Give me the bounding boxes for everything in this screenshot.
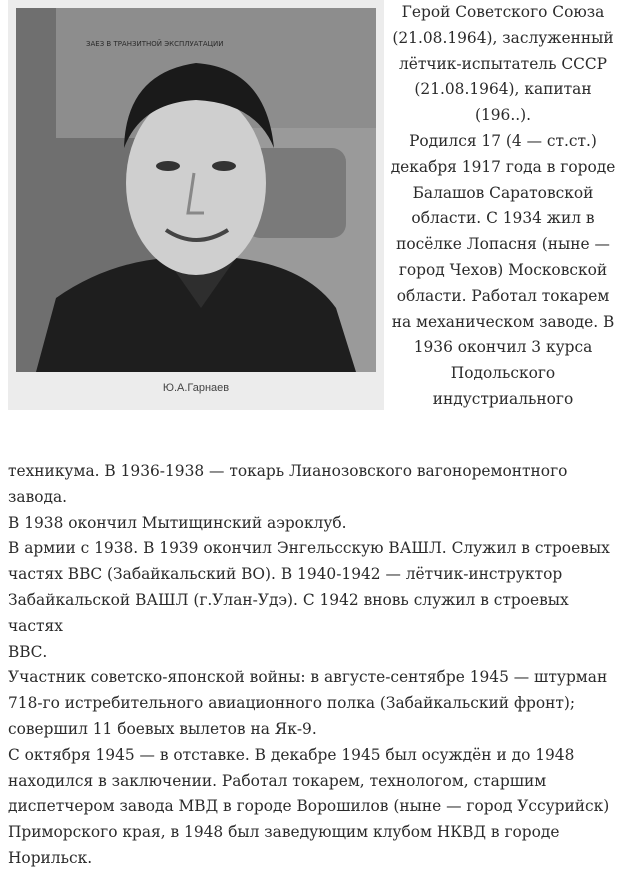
text-line: Норильск. [8,848,93,867]
text-line: совершил 11 боевых вылетов на Як-9. [8,719,317,738]
text-line: на механическом заводе. В [391,312,615,331]
text-line: (21.08.1964), капитан [414,80,592,99]
plate-text: ЗАЕЗ В ТРАНЗИТНОЙ ЭКСПЛУАТАЦИИ [86,40,224,48]
text-line: индустриального [432,389,574,408]
text-line: посёлке Лопасня (ныне — [396,235,610,254]
portrait-photo [16,8,376,372]
text-line: области. С 1934 жил в [411,209,595,228]
text-line: В 1938 окончил Мытищинский аэроклуб. [8,513,347,532]
text-line: Герой Советского Союза [401,3,605,21]
text-line: области. Работал токарем [396,286,610,305]
text-line: В армии с 1938. В 1939 окончил Энгельсскую ВАШЛ. Служил в строевых [8,539,610,558]
text-line: (196..). [474,106,532,125]
text-line: техникума. В 1936-1938 — токарь Лианозовского вагоноремонтного завода. [8,462,568,506]
text-line: Забайкальской ВАШЛ (г.Улан-Удэ). С 1942 вновь служил в строевых частях [8,590,569,635]
text-line: 718-го истребительного авиационного полка (Забайкальский фронт); [8,694,576,713]
photo-caption: Ю.А.Гарнаев [162,382,230,394]
text-line: Балашов Саратовской [412,183,594,202]
text-line: Приморского края, в 1948 был заведующим клубом НКВД в городе [8,823,560,842]
text-line: диспетчером завода МВД в городе Ворошилов (ныне — город Уссурийск) [8,797,610,816]
text-line: ВВС. [8,642,48,661]
photo-card [8,0,384,410]
text-line: С октября 1945 — в отставке. В декабре 1945 был осуждён и до 1948 [8,745,575,764]
intro-text [388,0,618,413]
text-line: Родился 17 (4 — ст.ст.) [409,131,597,150]
text-line: декабря 1917 года в городе [390,157,616,176]
text-line: частях ВВС (Забайкальский ВО). В 1940-1942 — лётчик-инструктор [8,565,563,584]
text-line: 1936 окончил 3 курса [413,338,593,357]
text-line: Подольского [450,364,556,383]
text-line: Участник советско-японской войны: в августе-сентябре 1945 — штурман [8,668,608,687]
text-line: город Чехов) Московской [398,260,608,279]
text-line: находился в заключении. Работал токарем, технологом, старшим [8,771,547,790]
text-line: лётчик-испытатель СССР [398,54,608,73]
portrait-illustration [16,8,376,372]
body-text [8,459,616,872]
text-line: (21.08.1964), заслуженный [392,28,614,47]
